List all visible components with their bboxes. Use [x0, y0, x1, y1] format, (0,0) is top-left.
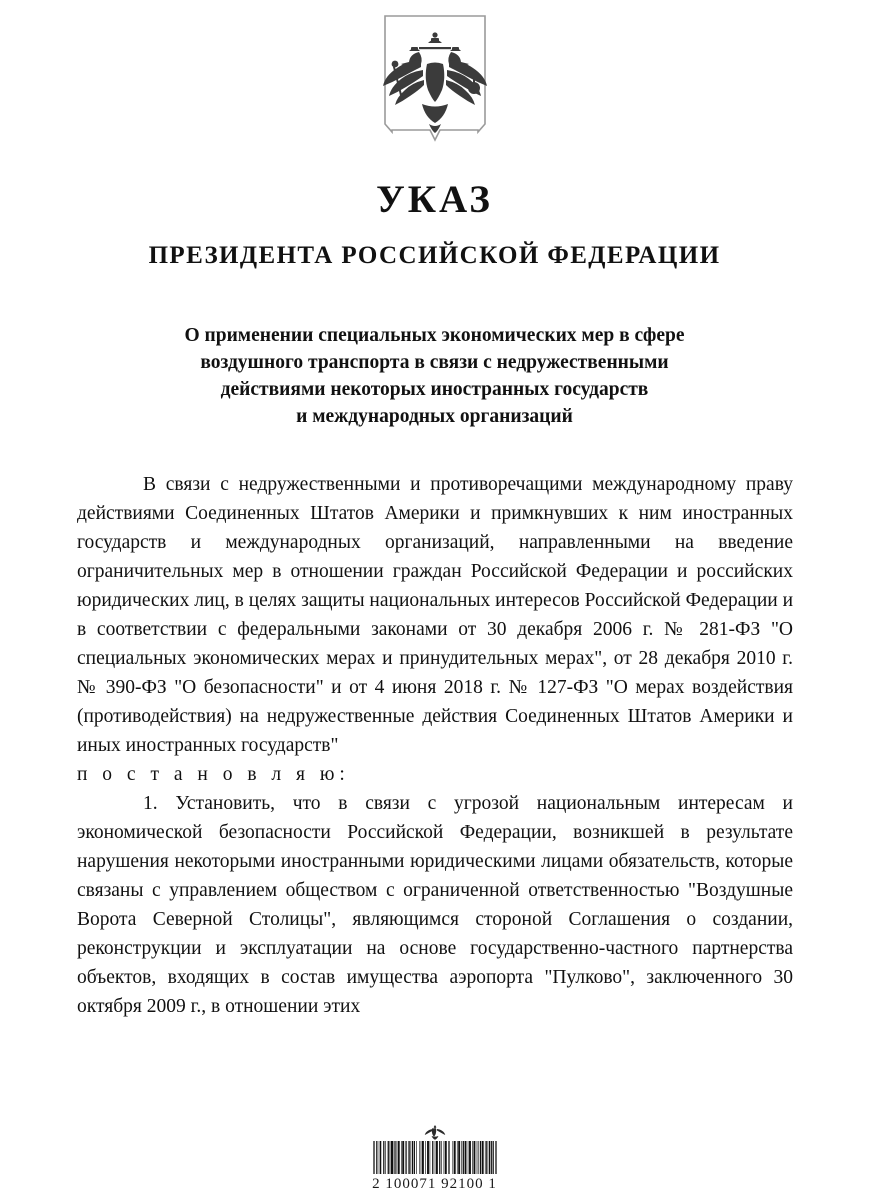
page-subtitle: ПРЕЗИДЕНТА РОССИЙСКОЙ ФЕДЕРАЦИИ — [148, 242, 721, 269]
barcode-image — [373, 1141, 497, 1174]
russian-coat-of-arms-icon — [380, 12, 490, 162]
decree-heading-line-4: и международных организаций — [296, 406, 573, 427]
decree-body — [77, 470, 793, 1021]
decree-heading-line-3: действиями некоторых иностранных государств — [220, 379, 649, 400]
preamble-paragraph: В связи с недружественными и противоречащими международному праву действиями Соединенных Штатов Америки и примкнувших к ним иностранных государств и международных организаций, направленными на введение ограничительных мер в отношении граждан Российской Федерации и российских юридических лиц, в целях защиты национальных интересов Российской Федерации и в соответствии с федеральными законами от 30 декабря 2006 г. № 281-ФЗ "О специальных экономических мерах и принудительных мерах", от 28 декабря 2010 г. № 390-ФЗ "О безопасности" и от 4 июня 2018 г. № 127-ФЗ "О мерах воздействия (противодействия) на недружественные действия Соединенных Штатов Америки и иных иностранных государств" — [77, 474, 793, 756]
footer-barcode-block — [0, 1124, 869, 1193]
barcode-number: 2 100071 92100 1 — [372, 1176, 497, 1192]
decree-heading-line-2: воздушного транспорта в связи с недружественными — [200, 352, 669, 373]
decree-heading — [134, 322, 735, 430]
page-title: УКАЗ — [376, 178, 493, 221]
decree-item-1: 1. Установить, что в связи с угрозой национальным интересам и экономической безопасности Российской Федерации, возникшей в результате нарушения некоторыми иностранными юридическими лицами обязательств, которые связаны с управлением обществом с ограниченной ответственностью "Воздушные Ворота Северной Столицы", являющимся стороной Соглашения о создании, реконструкции и эксплуатации на основе государственно-частного партнерства объектов, входящих в состав имущества аэропорта "Пулково", заключенного 30 октября 2009 г., в отношении этих — [77, 793, 793, 1017]
title-block — [0, 178, 869, 271]
coat-of-arms-block — [0, 12, 869, 162]
small-eagle-icon — [424, 1124, 446, 1140]
decree-heading-line-1: О применении специальных экономических мер в сфере — [184, 325, 685, 346]
enactment-word: п о с т а н о в л я ю: — [77, 764, 350, 785]
